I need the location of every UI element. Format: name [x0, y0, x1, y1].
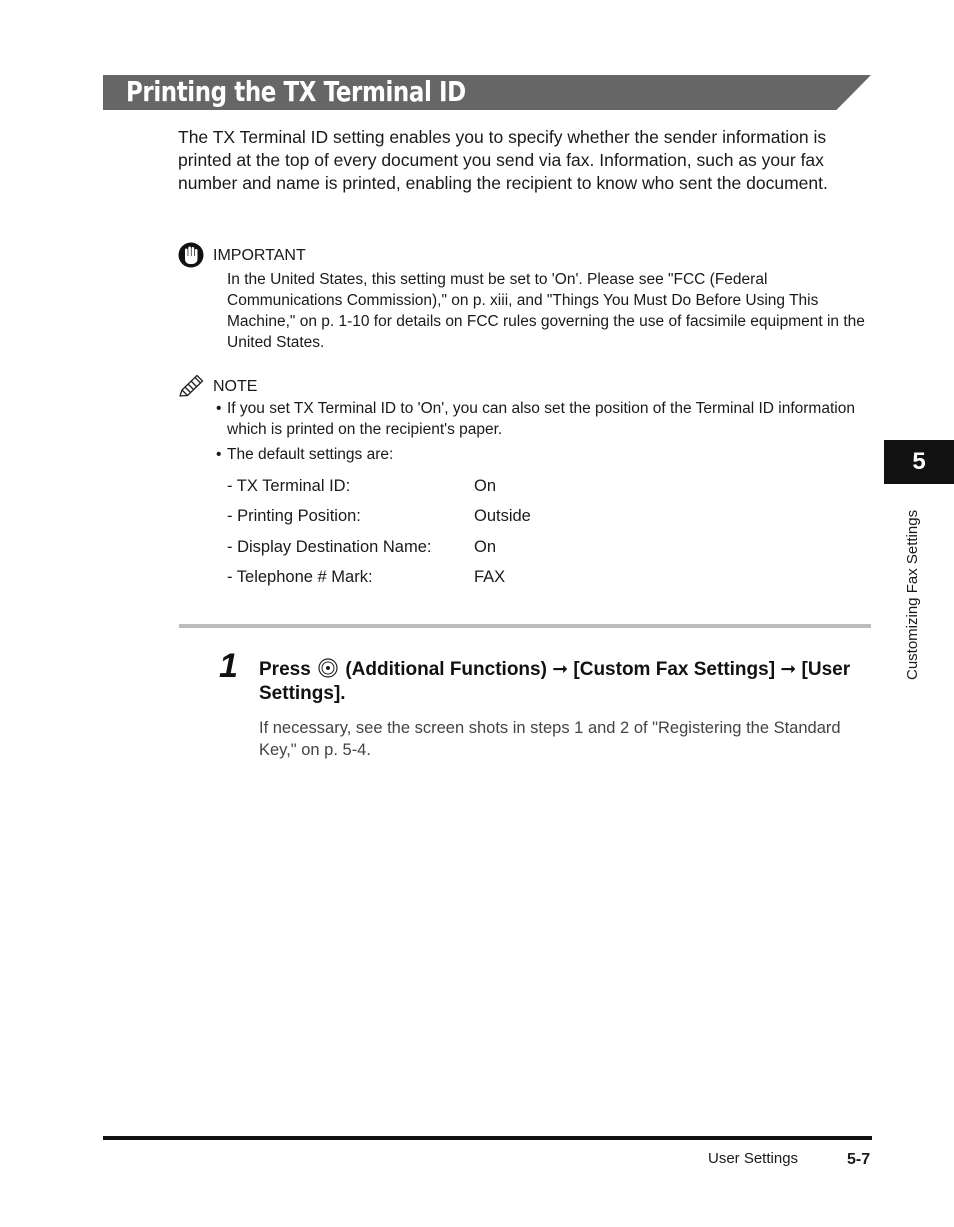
note-bullet: [216, 398, 876, 442]
footer-section-name: User Settings: [708, 1150, 799, 1167]
setting-value: On: [474, 538, 497, 556]
chapter-title: Customizing Fax Settings: [904, 509, 921, 680]
setting-value: On: [474, 477, 497, 495]
intro-paragraph: The TX Terminal ID setting enables you to specify whether the sender information is printed at the top of every document you send via fax. Information, such as your fax number and name is printed, enabling the recipient to know who sent the document.: [178, 127, 828, 193]
step-number: 1: [219, 647, 238, 685]
note-bullet-text: The default settings are:: [227, 446, 394, 463]
setting-value: Outside: [474, 507, 531, 525]
setting-name: - TX Terminal ID:: [227, 477, 351, 495]
arrow-right-icon: ➞: [552, 659, 569, 680]
arrow-right-icon: ➞: [780, 659, 797, 680]
hand-stop-icon: [178, 242, 204, 268]
bullet-dot: •: [216, 400, 222, 417]
setting-name: - Telephone # Mark:: [227, 568, 373, 586]
step-user-text: [User Settings].: [259, 659, 851, 704]
important-label: IMPORTANT: [213, 247, 306, 264]
setting-name: - Display Destination Name:: [227, 538, 432, 556]
additional-functions-key-icon: [318, 658, 338, 678]
step-press-text: Press: [259, 659, 311, 680]
page-title: Printing the TX Terminal ID: [126, 75, 466, 108]
step-custom-text: [Custom Fax Settings]: [573, 659, 776, 680]
step-note: If necessary, see the screen shots in steps 1 and 2 of "Registering the Standard Key," on p. 5-4.: [259, 719, 841, 759]
bullet-dot: •: [216, 446, 222, 463]
setting-value: FAX: [474, 568, 506, 586]
chapter-number: 5: [912, 448, 926, 475]
note-bullet: [216, 444, 876, 466]
note-label: NOTE: [213, 378, 258, 395]
setting-name: - Printing Position:: [227, 507, 361, 525]
section-divider: [179, 624, 871, 628]
step-functions-text: (Additional Functions): [345, 659, 547, 680]
step-heading: [259, 658, 879, 706]
footer-rule: [103, 1136, 872, 1140]
pencil-icon: [177, 373, 207, 399]
note-bullet-text: If you set TX Terminal ID to 'On', you can also set the position of the Terminal ID information which is printed on the recipient's paper.: [227, 400, 855, 438]
footer-page-number: 5-7: [847, 1151, 871, 1168]
important-text: In the United States, this setting must be set to 'On'. Please see "FCC (Federal Communications Commission)," on p. xiii, and "Things You Must Do Before Using This Machine," on p. 1-10 for details on FCC rules governing the use of facsimile equipment in the United States.: [227, 271, 865, 351]
